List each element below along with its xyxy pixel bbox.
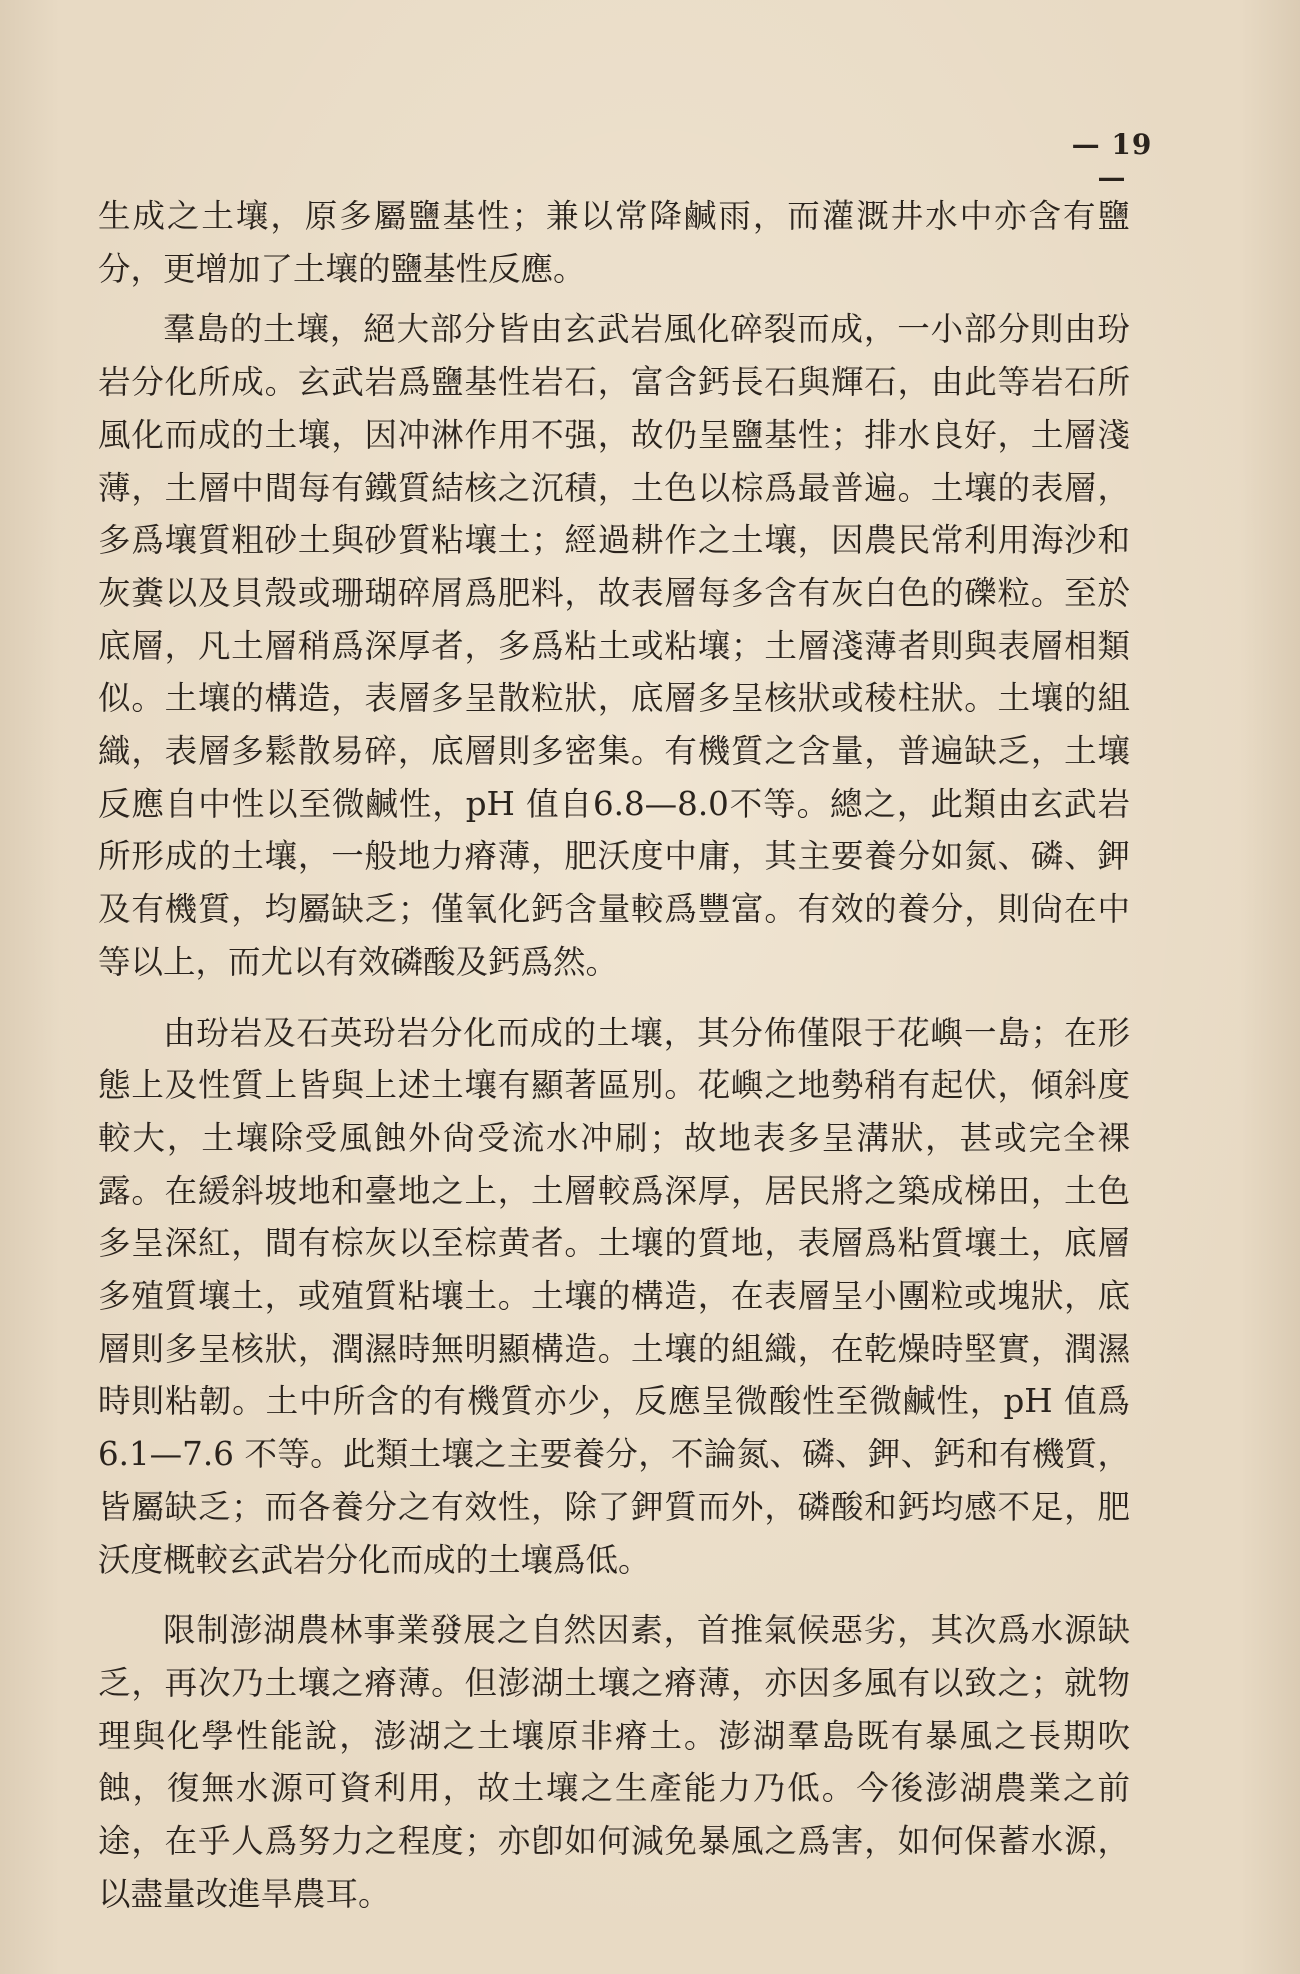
paragraph-basalt-soils: 羣島的土壤，絕大部分皆由玄武岩風化碎裂而成，一小部分則由玢岩分化所成。玄武岩爲鹽基性岩石，富含鈣長石與輝石，由此等岩石所風化而成的土壤，因冲淋作用不强，故仍呈鹽基性；排水良好，土層淺薄，土層中間每有鐵質結核之沉積，土色以棕爲最普遍。土壤的表層，多爲壤質粗砂土與砂質粘壤土；經過耕作之土壤，因農民常利用海沙和灰糞以及貝殼或珊瑚碎屑爲肥料，故表層每多含有灰白色的礫粒。至於底層，凡土層稍爲深厚者，多爲粘土或粘壤；土層淺薄者則與表層相類似。土壤的構造，表層多呈散粒狀，底層多呈核狀或稜柱狀。土壤的組織，表層多鬆散易碎，底層則多密集。有機質之含量，普遍缺乏，土壤反應自中性以至微鹹性，pH 值自6.8—8.0不等。總之，此類由玄武岩所形成的土壤，一般地力瘠薄，肥沃度中庸，其主要養分如氮、磷、鉀及有機質，均屬缺乏；僅氧化鈣含量較爲豐富。有效的養分，則尙在中等以上，而尤以有效磷酸及鈣爲然。 [98, 310, 1130, 981]
paragraph-limiting-factors: 限制澎湖農林事業發展之自然因素，首推氣候惡劣，其次爲水源缺乏，再次乃土壤之瘠薄。但澎湖土壤之瘠薄，亦因多風有以致之；就物理與化學性能說，澎湖之土壤原非瘠土。澎湖羣島既有暴風之長期吹蝕，復無水源可資利用，故土壤之生產能力乃低。今後澎湖農業之前途，在乎人爲努力之程度；亦卽如何減免暴風之爲害，如何保蓄水源，以盡量改進旱農耳。 [98, 1611, 1130, 1913]
page-number: — 19 — [1071, 128, 1153, 194]
paragraph-porphyrite-soils: 由玢岩及石英玢岩分化而成的土壤，其分佈僅限于花嶼一島；在形態上及性質上皆與上述土壤有顯著區別。花嶼之地勢稍有起伏，傾斜度較大，土壤除受風蝕外尙受流水冲刷；故地表多呈溝狀，甚或完全裸露。在緩斜坡地和臺地之上，土層較爲深厚，居民將之築成梯田，土色多呈深紅，間有棕灰以至棕黄者。土壤的質地，表層爲粘質壤土，底層多殖質壤土，或殖質粘壤土。土壤的構造，在表層呈小團粒或塊狀，底層則多呈核狀，潤濕時無明顯構造。土壤的組織，在乾燥時堅實，潤濕時則粘韌。土中所含的有機質亦少，反應呈微酸性至微鹹性，pH 值爲 6.1—7.6 不等。此類土壤之主要養分，不論氮、磷、鉀、鈣和有機質，皆屬缺乏；而各養分之有效性，除了鉀質而外，磷酸和鈣均感不足，肥沃度概較玄武岩分化而成的土壤爲低。 [98, 1013, 1130, 1579]
paragraph-continuation: 生成之土壤，原多屬鹽基性；兼以常降鹹雨，而灌溉井水中亦含有鹽分，更增加了土壤的鹽基性反應。 [98, 197, 1130, 288]
body-text [98, 190, 1130, 1935]
